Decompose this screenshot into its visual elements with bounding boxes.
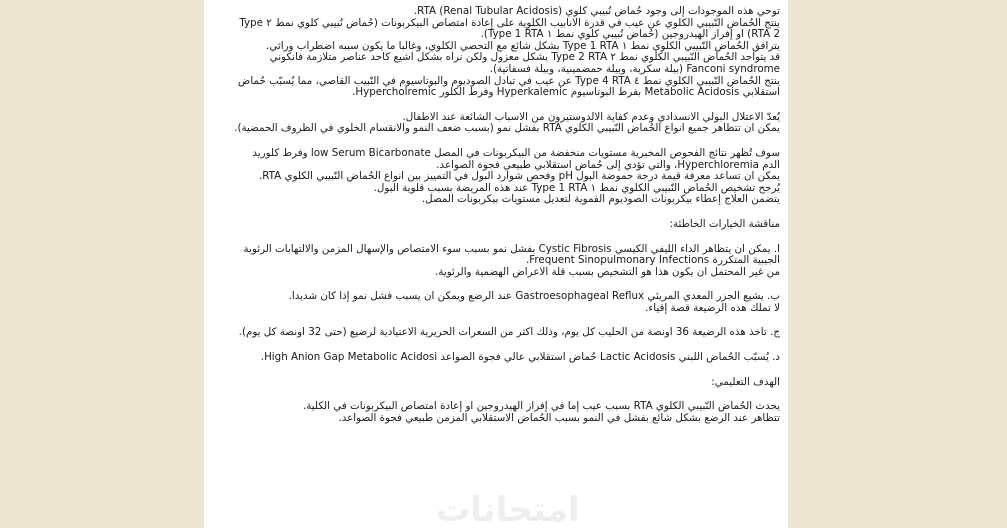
section-heading: مناقشة الخيارات الخاطئة: xyxy=(669,218,780,230)
text-line: يُرجح تشخيص الحُماض النُّبيبي الكلوي نمط ١ Type 1 RTA عند هذه المريضة بسبب قلوية البول. xyxy=(373,182,780,194)
paragraph-gap xyxy=(212,206,780,219)
text-line: تتظاهر عند الرضع بشكل شائع بفشل في النمو بسبب الحُماض الاستقلابي المزمن طبيعي فجوة الصواعد. xyxy=(338,412,780,424)
text-line: ينتج الحُماض النُّبيبي الكلوي نمط ٤ Type 4 RTA عن عيب في تبادل الصوديوم والبوتاسيوم في النُّبيب القاصي، مما يُسبّب حُماض xyxy=(237,75,780,87)
text-line: يُعدُّ الاعتلال البولي الانسدادي وعدم كفاية الألدوستيرون من الأسباب الشائعة عند الأطفال. xyxy=(402,111,780,123)
text-line: يترافق الحُماض النُّبيبي الكلوي نمط ١ Type 1 RTA بشكل شائع مع التحصي الكلوي، وغالباً ما يكون سببه اضطراب وراثي. xyxy=(265,40,780,52)
text-line: من غير المحتمل أن يكون هذا هو التشخيص بسبب قلّة الأعراض الهضمية والرئوية. xyxy=(435,266,780,278)
text-line: 2 RTA) أو إفراز الهيدروجين (حُماض نُبيبي كلوي نمط ١ Type 1 RTA). xyxy=(480,29,780,41)
text-line: د. يُسبّب الحُماض اللبني Lactic Acidosis حُماض استقلابي عالي فجوة الصواعد High Anion Gap Metabolic Acidosi. xyxy=(260,352,780,364)
document-page xyxy=(204,0,788,528)
paragraph-gap xyxy=(212,278,780,291)
text-line: أ. يمكن أن يتظاهر الداء الليفي الكيسي Cystic Fibrosis بفشل نمو بسبب سوء الامتصاص والإسهال المزمن والالتهابات الرئوية xyxy=(243,243,780,255)
text-line: يحدث الحُماض النُّبيبي الكلوي RTA بسبب عيب إما في إفراز الهيدروجين أو إعادة امتصاص البيكربونات في الكلية. xyxy=(303,401,780,413)
paragraph-gap xyxy=(212,135,780,148)
text-line: قد يتواجد الحُماض النُّبيبي الكلوي نمط ٢ Type 2 RTA بشكل معزول ولكن نراه بشكل أشيع كأحد عناصر متلازمة فانكوني xyxy=(269,52,780,64)
paragraph-gap xyxy=(212,231,780,244)
paragraph-gap xyxy=(212,314,780,327)
paragraph-gap xyxy=(212,339,780,352)
paragraph-gap xyxy=(212,388,780,401)
text-line: ج. تأخذ هذه الرضيعة 36 أونصة من الحليب كل يوم، وذلك أكثر من السعرات الحريرية الاعتيادية لرضيع (حتى 32 أونصة كل يوم). xyxy=(238,327,780,339)
text-line: الدم Hyperchloremia، والتي تؤدي إلى حُماض استقلابي طبيعي فجوة الصواعد. xyxy=(436,159,780,171)
text-line: لا تملك هذه الرضيعة قصة إقياء. xyxy=(645,302,780,314)
section-heading: الهدف التعليمي: xyxy=(711,376,780,388)
document-body xyxy=(212,6,780,424)
text-line: Fanconi syndrome (بيلة سكرية، وبيلة حمضمينية، وبيلة فسفاتية). xyxy=(489,63,780,75)
paragraph-gap xyxy=(212,364,780,377)
paragraph-gap xyxy=(212,99,780,112)
text-line: سوف تُظهر نتائج الفحوص المخبرية مستويات منخفضة من البيكربونات في المصل low Serum Bicarbonate وفرط كلوريد xyxy=(252,147,780,159)
text-line: يمكن أن تساعد معرفة قيمة درجة حموضة البول pH وفحص شوارد البول في التمييز بين أنواع الحُماض النُّبيبي الكلوي RTA. xyxy=(259,171,780,183)
text-line: استقلابي Metabolic Acidosis بفرط البوتاسيوم Hyperkalemic وفرط الكلور Hypercholremic. xyxy=(352,87,780,99)
text-line: الجيبية المتكررة Frequent Sinopulmonary Infections. xyxy=(525,255,780,267)
text-line: يتضمن العلاج إعطاء بيكربونات الصوديوم الفموية لتعديل مستويات بيكربونات المصل. xyxy=(421,194,780,206)
text-line: توحي هذه الموجودات إلى وجود حُماض نُبيبي كلوي (Renal Tubular Acidosis) RTA. xyxy=(413,6,780,17)
text-line: يمكن أن تتظاهر جميع أنواع الحُماض النُّبيبي الكلوي RTA بفشل نمو (بسبب ضعف النمو والانقسام الخلوي في الظروف الحمضية). xyxy=(234,123,780,135)
text-line: ينتج الحُماض النُّبيبي الكلوي عن عيب في قدرة الأنابيب الكلوية على إعادة امتصاص البيكربونات (حُماض نُبيبي كلوي نمط ٢ Type xyxy=(239,17,780,29)
text-line: ب. يشيع الجزر المعدي المريئي Gastroesophageal Reflux عند الرضع ويمكن أن يسبب فشل نمو إذا كان شديداً. xyxy=(288,291,780,303)
watermark: امتحانات xyxy=(436,490,580,528)
